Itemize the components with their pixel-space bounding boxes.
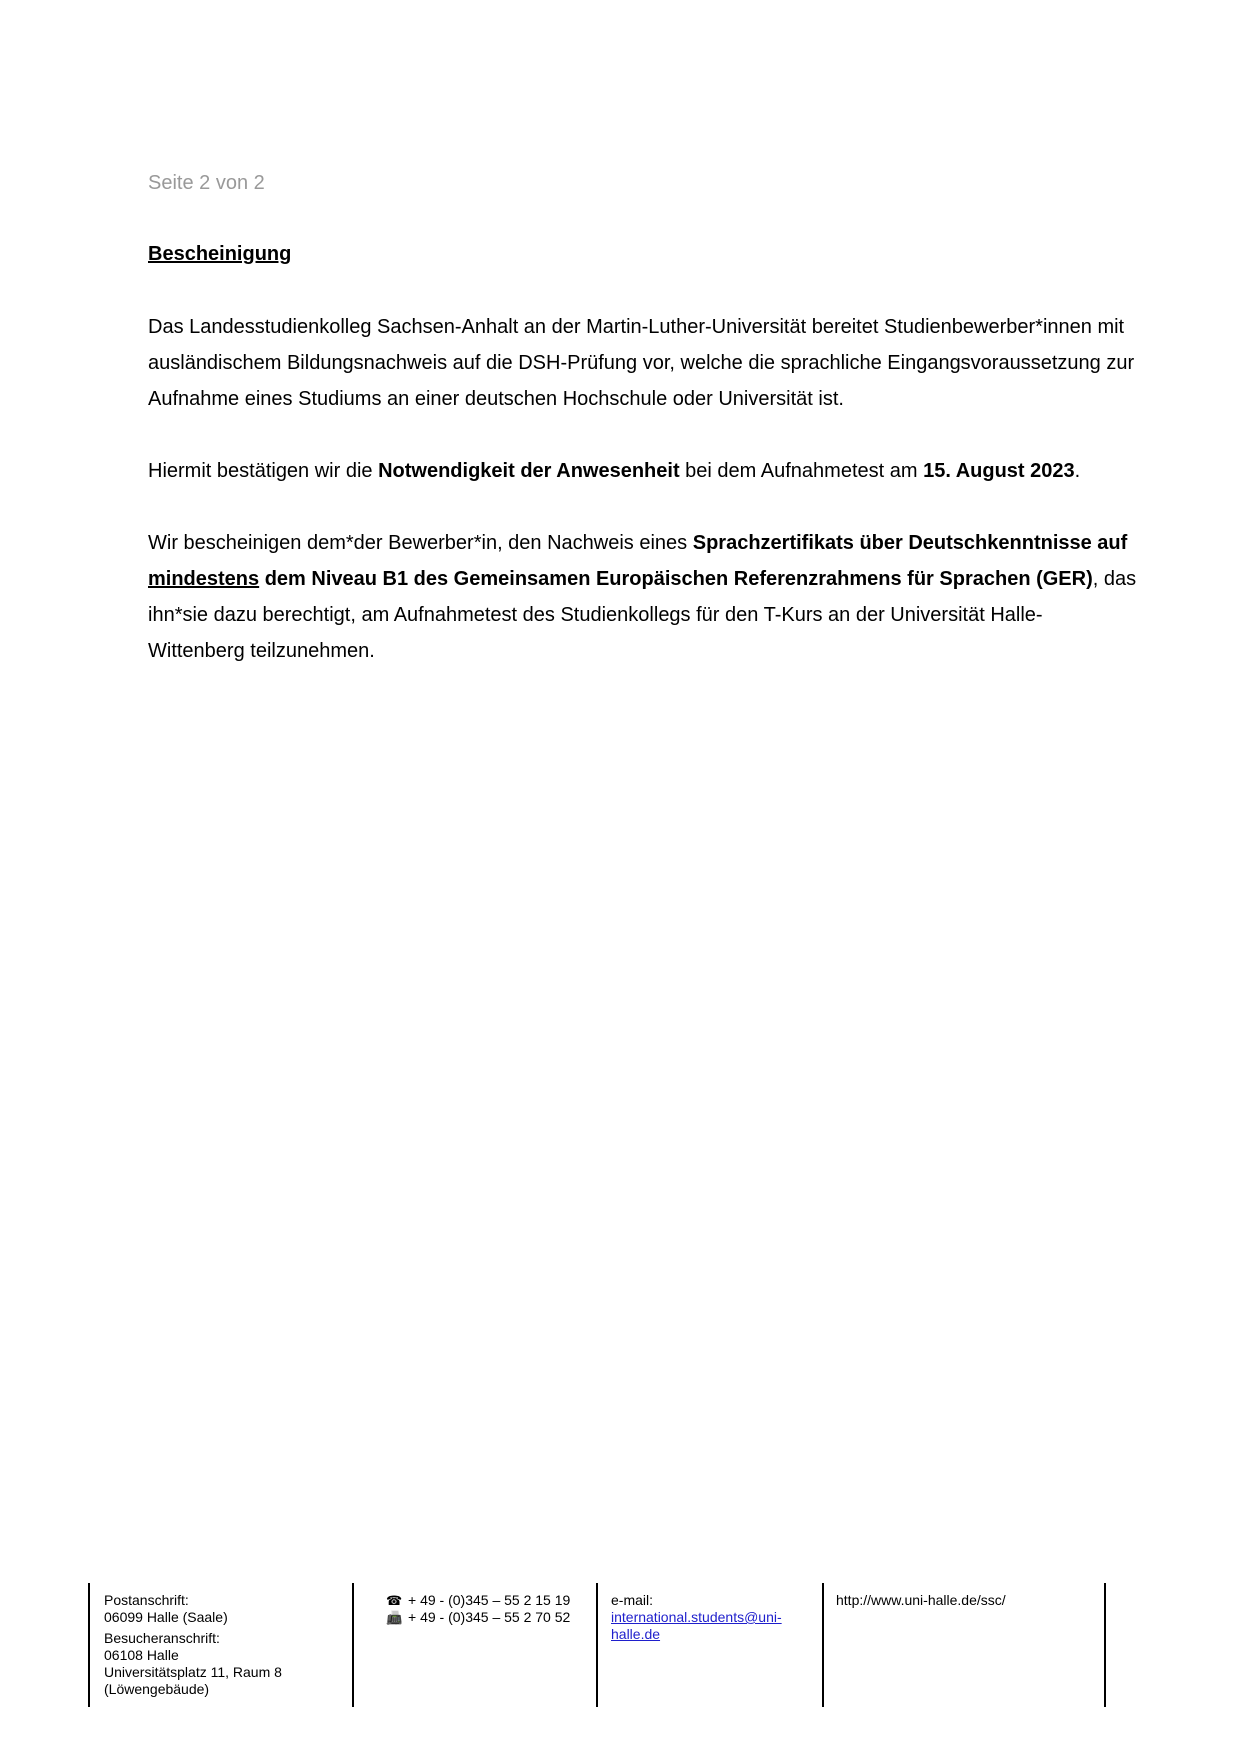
footer-address-column xyxy=(104,1592,344,1698)
fax-number: + 49 - (0)345 – 55 2 70 52 xyxy=(408,1609,571,1625)
email-label: e-mail: xyxy=(611,1592,654,1608)
fax-icon: 📠 xyxy=(386,1610,403,1625)
footer-phone-column xyxy=(386,1592,596,1626)
intro-paragraph: Das Landesstudienkolleg Sachsen-Anhalt an der Martin-Luther-Universität bereitet Studienbewerber*innen mit ausländischem Bildungsnachweis auf die DSH-Prüfung vor, welche die sprachliche Eingangsvoraussetzung zur Aufnahme eines Studiums an einer deutschen Hochschule oder Universität ist. xyxy=(148,316,1135,410)
website-url: http://www.uni-halle.de/ssc/ xyxy=(836,1592,1006,1608)
certificate-text-2: , das ihn*sie dazu berechtigt, am Aufnahmetest des Studienkollegs für den T-Kurs an der Universität Halle-Wittenberg teilzunehmen. xyxy=(148,568,1137,662)
footer-email-column xyxy=(611,1592,821,1643)
postal-address-city: 06099 Halle (Saale) xyxy=(104,1609,228,1625)
email-link-line-1[interactable]: international.students@uni- xyxy=(611,1609,782,1625)
footer-divider xyxy=(822,1583,824,1707)
footer-web-column xyxy=(836,1592,1096,1609)
letter-footer xyxy=(0,1583,1241,1707)
confirmation-paragraph xyxy=(148,453,1138,489)
confirmation-text-2: bei dem Aufnahmetest am xyxy=(679,460,924,482)
certificate-paragraph xyxy=(148,525,1138,669)
email-link-line-2[interactable]: halle.de xyxy=(611,1626,661,1642)
postal-address-label: Postanschrift: xyxy=(104,1592,189,1608)
minimum-emphasis: mindestens xyxy=(148,568,260,590)
visitor-address-city: 06108 Halle xyxy=(104,1647,179,1663)
confirmation-text-3: . xyxy=(1074,460,1081,482)
confirmation-text-1: Hiermit bestätigen wir die xyxy=(148,460,379,482)
certificate-text-1: Wir bescheinigen dem*der Bewerber*in, den Nachweis eines xyxy=(148,532,693,554)
attendance-emphasis: Notwendigkeit der Anwesenheit xyxy=(378,460,680,482)
footer-divider xyxy=(1104,1583,1106,1707)
visitor-address-label: Besucheranschrift: xyxy=(104,1630,220,1646)
email-link[interactable] xyxy=(611,1609,821,1643)
visitor-address-street: Universitätsplatz 11, Raum 8 xyxy=(104,1664,282,1680)
footer-divider xyxy=(352,1583,354,1707)
footer-divider xyxy=(88,1583,90,1707)
exam-date: 15. August 2023 xyxy=(923,460,1075,482)
phone-number: + 49 - (0)345 – 55 2 15 19 xyxy=(408,1592,571,1608)
telephone-icon: ☎ xyxy=(386,1593,403,1608)
page-number: Seite 2 von 2 xyxy=(148,172,265,194)
language-cert-emphasis-2: dem Niveau B1 des Gemeinsamen Europäischen Referenzrahmens für Sprachen (GER) xyxy=(259,568,1093,590)
document-title: Bescheinigung xyxy=(148,243,292,265)
language-cert-emphasis-1: Sprachzertifikats über Deutschkenntnisse auf xyxy=(692,532,1128,554)
visitor-address-building: (Löwengebäude) xyxy=(104,1681,210,1697)
footer-divider xyxy=(596,1583,598,1707)
